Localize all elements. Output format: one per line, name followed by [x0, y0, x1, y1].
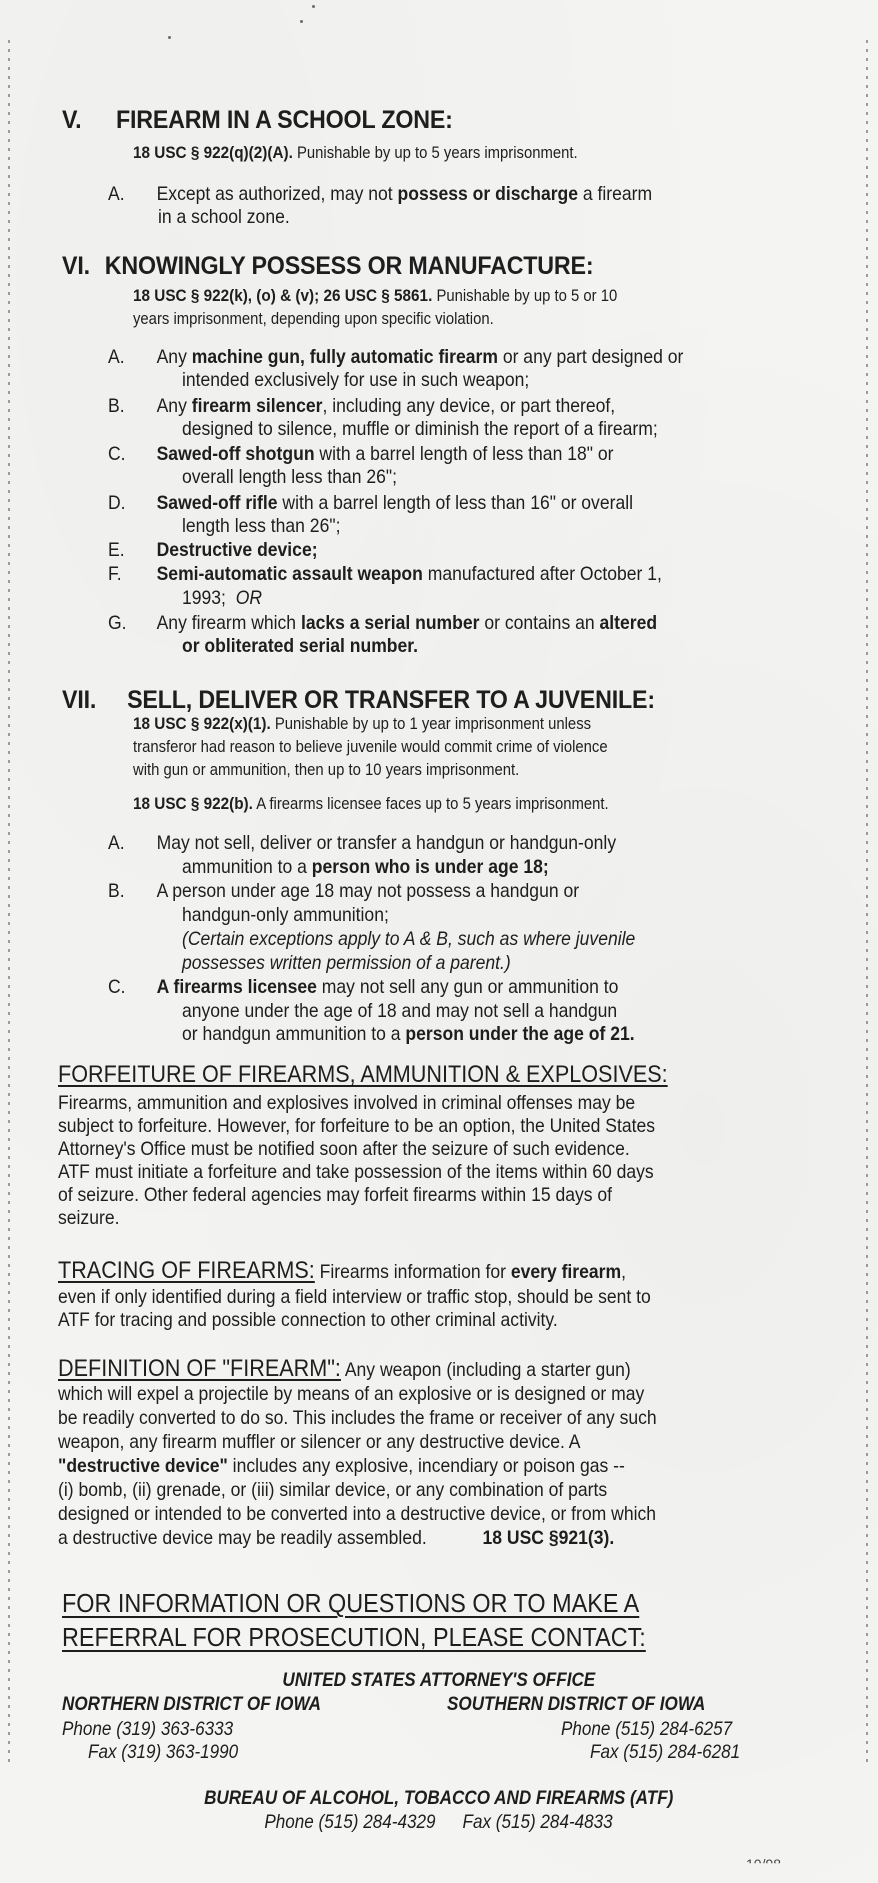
section-number: VI.: [62, 252, 90, 280]
section-v-citation: [133, 143, 578, 163]
statute-reference: 18 USC § 922(b).: [133, 794, 253, 813]
tracing-text: ,: [621, 1261, 626, 1283]
penalty-text: Punishable by up to 5 or 10: [432, 287, 618, 305]
item-bold-text: lacks a serial number: [300, 612, 480, 634]
forfeiture-line: of seizure. Other federal agencies may forfeit firearms within 15 days of: [58, 1184, 613, 1206]
section-title: SELL, DELIVER OR TRANSFER TO A JUVENILE:: [127, 686, 655, 714]
section-vii-exception-note-1: (Certain exceptions apply to A & B, such as where juvenile: [182, 928, 636, 950]
item-text: 1993;: [182, 587, 226, 609]
penalty-text: Punishable by up to 5 years imprisonment.: [292, 144, 578, 162]
definition-line: designed or intended to be converted into a destructive device, or from which: [58, 1503, 657, 1525]
item-bold-text: possess or discharge: [397, 183, 579, 205]
section-v-item-a: [108, 183, 652, 206]
forfeiture-line: Firearms, ammunition and explosives involved in criminal offenses may be: [58, 1092, 636, 1114]
section-vii-item-c-cont-2: [182, 1023, 635, 1046]
definition-line-1: [58, 1355, 631, 1383]
section-vi-item-c: [108, 443, 613, 466]
item-bold-text: Destructive device;: [156, 539, 318, 561]
tracing-line: ATF for tracing and possible connection to other criminal activity.: [58, 1309, 558, 1331]
item-text: , including any device, or part thereof,: [322, 395, 616, 417]
section-vi-item-a-cont: intended exclusively for use in such weapon;: [182, 369, 530, 391]
tracing-bold-text: every firearm: [510, 1261, 622, 1283]
item-bold-text: person under the age of 21.: [405, 1023, 635, 1045]
statute-reference: 18 USC §921(3).: [482, 1527, 615, 1549]
item-text: with a barrel length of less than 16" or overall: [277, 492, 634, 514]
item-label: E.: [108, 539, 125, 561]
item-label: D.: [108, 492, 126, 514]
item-label: C.: [108, 443, 126, 465]
atf-title: BUREAU OF ALCOHOL, TOBACCO AND FIREARMS (ATF): [204, 1788, 674, 1809]
section-vi-item-e: [108, 539, 318, 562]
northern-phone: Phone (319) 363-6333: [62, 1719, 234, 1740]
section-vi-item-f-cont: [182, 587, 262, 610]
item-label: G.: [108, 612, 127, 634]
southern-district-name: SOUTHERN DISTRICT OF IOWA: [447, 1694, 706, 1715]
forfeiture-line: Attorney's Office must be notified soon after the seizure of such evidence.: [58, 1138, 630, 1160]
statute-reference: 18 USC § 922(q)(2)(A).: [133, 143, 293, 162]
section-v-item-a-cont: in a school zone.: [158, 206, 290, 228]
item-bold-text: firearm silencer: [191, 395, 323, 417]
item-bold-text: person who is under age 18;: [311, 856, 549, 878]
definition-heading: DEFINITION OF "FIREARM":: [58, 1355, 341, 1382]
item-text: or handgun ammunition to a: [182, 1023, 406, 1045]
item-text: May not sell, deliver or transfer a handgun or handgun-only: [156, 832, 617, 854]
southern-fax: Fax (515) 284-6281: [590, 1742, 741, 1763]
section-vi-item-g-cont: [182, 635, 418, 658]
tracing-line: even if only identified during a field interview or traffic stop, should be sent to: [58, 1286, 651, 1308]
section-vi-citation-cont: years imprisonment, depending upon specific violation.: [133, 310, 494, 328]
item-bold-text: machine gun, fully automatic firearm: [191, 346, 498, 368]
definition-line: [58, 1527, 614, 1550]
item-bold-text: Sawed-off rifle: [156, 492, 278, 514]
item-label: B.: [108, 395, 125, 417]
section-vi-item-f: [108, 563, 662, 586]
item-bold-text: altered: [599, 612, 658, 634]
definition-line: weapon, any firearm muffler or silencer or any destructive device. A: [58, 1431, 581, 1453]
statute-reference: 18 USC § 922(x)(1).: [133, 714, 271, 733]
section-vi-item-g: [108, 612, 657, 635]
section-vii-citation-cont-2: with gun or ammunition, then up to 10 years imprisonment.: [133, 761, 520, 779]
item-text: Any firearm which: [156, 612, 301, 634]
scan-speck: [312, 5, 315, 8]
item-bold-text: Semi-automatic assault weapon: [156, 563, 423, 585]
section-vii-citation: [133, 714, 591, 734]
definition-line: (i) bomb, (ii) grenade, or (iii) similar device, or any combination of parts: [58, 1479, 608, 1501]
northern-fax: Fax (319) 363-1990: [88, 1742, 239, 1763]
item-text: may not sell any gun or ammunition to: [316, 976, 619, 998]
item-label: C.: [108, 976, 126, 998]
item-text: a firearm: [578, 183, 653, 205]
section-vi-item-a: [108, 346, 683, 369]
section-vi-item-b-cont: designed to silence, muffle or diminish the report of a firearm;: [182, 418, 658, 440]
section-vii-item-c-cont-1: anyone under the age of 18 and may not sell a handgun: [182, 1000, 618, 1022]
scan-speck: [300, 20, 303, 23]
forfeiture-heading: FORFEITURE OF FIREARMS, AMMUNITION & EXPLOSIVES:: [58, 1061, 668, 1088]
usao-title: UNITED STATES ATTORNEY'S OFFICE: [282, 1670, 596, 1691]
definition-line: which will expel a projectile by means of an explosive or is designed or may: [58, 1383, 645, 1405]
definition-line: be readily converted to do so. This includes the frame or receiver of any such: [58, 1407, 657, 1429]
item-text: ammunition to a: [182, 856, 312, 878]
item-bold-text: A firearms licensee: [156, 976, 317, 998]
southern-phone: Phone (515) 284-6257: [561, 1719, 733, 1740]
item-italic-text: OR: [235, 587, 263, 609]
item-bold-text: or obliterated serial number.: [182, 635, 419, 657]
atf-phone-fax: [265, 1812, 613, 1834]
item-text: Except as authorized, may not: [156, 183, 398, 205]
section-vi-item-b: [108, 395, 615, 418]
contact-heading-line-1: FOR INFORMATION OR QUESTIONS OR TO MAKE A: [62, 1588, 640, 1618]
section-number: V.: [62, 106, 82, 134]
section-vii-citation-b: [133, 794, 609, 814]
definition-line: [58, 1455, 625, 1478]
forfeiture-line: seizure.: [58, 1207, 120, 1229]
tracing-heading: TRACING OF FIREARMS:: [58, 1257, 315, 1284]
item-label: F.: [108, 563, 122, 585]
item-text: or any part designed or: [497, 346, 684, 368]
section-vii-item-a-cont: [182, 856, 549, 879]
definition-text: a destructive device may be readily assembled.: [58, 1527, 427, 1549]
perforation-left-edge: [8, 40, 10, 1763]
section-title: KNOWINGLY POSSESS OR MANUFACTURE:: [104, 252, 594, 280]
item-text: Any: [156, 395, 192, 417]
item-label: A.: [108, 346, 125, 368]
section-vii-heading: [62, 686, 655, 715]
atf-fax: Fax (515) 284-4833: [462, 1812, 614, 1833]
definition-text: includes any explosive, incendiary or poison gas --: [227, 1455, 625, 1477]
item-bold-text: Sawed-off shotgun: [156, 443, 315, 465]
item-label: A.: [108, 183, 125, 205]
item-text: manufactured after October 1,: [422, 563, 662, 585]
section-number: VII.: [62, 686, 97, 714]
section-vii-item-c: [108, 976, 618, 999]
forfeiture-line: ATF must initiate a forfeiture and take possession of the items within 60 days: [58, 1161, 654, 1183]
item-label: A.: [108, 832, 125, 854]
section-vi-heading: [62, 252, 593, 281]
section-vii-item-a: [108, 832, 616, 855]
section-vii-citation-cont-1: transferor had reason to believe juvenile would commit crime of violence: [133, 738, 608, 756]
item-text: A person under age 18 may not possess a handgun or: [156, 880, 580, 902]
section-vii-exception-note-2: possesses written permission of a parent.): [182, 952, 511, 974]
penalty-text: Punishable by up to 1 year imprisonment unless: [270, 715, 592, 733]
section-vii-item-b-cont: handgun-only ammunition;: [182, 904, 389, 926]
section-vi-item-c-cont: overall length less than 26";: [182, 466, 398, 488]
perforation-right-edge: [866, 40, 868, 1763]
section-v-heading: [62, 106, 453, 135]
contact-heading-line-2: REFERRAL FOR PROSECUTION, PLEASE CONTACT:: [62, 1622, 646, 1652]
statute-reference: 18 USC § 922(k), (o) & (v); 26 USC § 5861.: [133, 286, 433, 305]
penalty-text: A firearms licensee faces up to 5 years imprisonment.: [252, 795, 609, 813]
definition-bold-text: "destructive device": [58, 1455, 228, 1477]
section-vii-item-b: [108, 880, 579, 903]
tracing-text: Firearms information for: [314, 1261, 511, 1283]
section-vi-citation: [133, 286, 617, 306]
section-vi-item-d-cont: length less than 26";: [182, 515, 341, 537]
section-vi-item-d: [108, 492, 633, 515]
northern-district-name: NORTHERN DISTRICT OF IOWA: [62, 1694, 322, 1715]
atf-title-wrap: [0, 1788, 878, 1810]
atf-phone: Phone (515) 284-4329: [264, 1812, 436, 1833]
section-title: FIREARM IN A SCHOOL ZONE:: [115, 106, 453, 134]
item-label: B.: [108, 880, 125, 902]
item-text: Any: [156, 346, 192, 368]
definition-text: Any weapon (including a starter gun): [340, 1359, 631, 1381]
atf-contact-wrap: [0, 1812, 878, 1834]
usao-title-wrap: [0, 1670, 878, 1692]
scan-speck: [168, 36, 171, 39]
item-text: with a barrel length of less than 18" or: [314, 443, 614, 465]
forfeiture-line: subject to forfeiture. However, for forfeiture to be an option, the United States: [58, 1115, 656, 1137]
item-text: or contains an: [479, 612, 600, 634]
tracing-line-1: [58, 1257, 626, 1285]
